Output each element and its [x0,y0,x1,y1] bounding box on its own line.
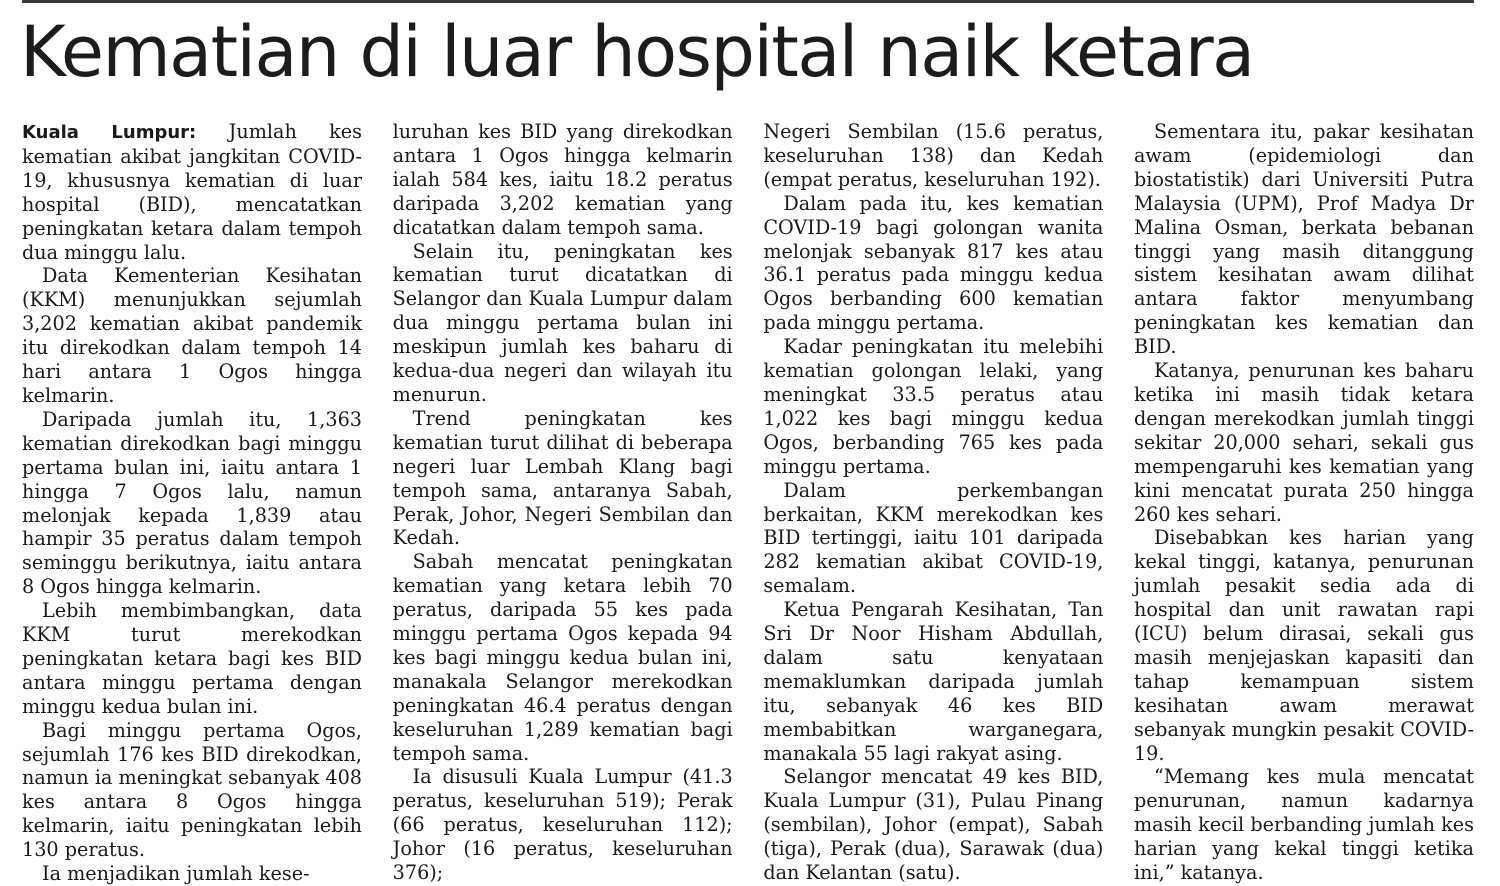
paragraph: Disebabkan kes harian yang kekal tinggi, katanya, penurunan jumlah pesakit sedia ada di hospital dan unit rawatan rapi (ICU) belum dirasai, sekali gus masih menjejaskan kapasiti dan tahap kemampuan sistem kesihatan awam merawat sebanyak mungkin pesakit COVID-19. [1133,526,1474,765]
paragraph: Kadar peningkatan itu melebihi kematian golongan lelaki, yang meningkat 33.5 peratus atau 1,022 kes bagi minggu kedua Ogos, berbanding 765 kes pada minggu pertama. [763,335,1104,478]
paragraph [22,120,362,264]
paragraph: Ketua Pengarah Kesihatan, Tan Sri Dr Noor Hisham Abdullah, dalam satu kenyataan memaklumkan daripada jumlah itu, sebanyak 46 kes BID membabitkan warganegara, manakala 55 lagi rakyat asing. [763,598,1104,765]
paragraph: Daripada jumlah itu, 1,363 kematian direkodkan bagi minggu pertama bulan ini, iaitu antara 1 hingga 7 Ogos lalu, namun melonjak kepada 1,839 atau hampir 35 peratus dalam tempoh seminggu berikutnya, iaitu antara 8 Ogos hingga kelmarin. [22,407,362,599]
paragraph: Selain itu, peningkatan kes kematian turut dicatatkan di Selangor dan Kuala Lumpur dalam dua minggu pertama bulan ini meskipun jumlah kes baharu di kedua-dua negeri dan wilayah itu menurun. [392,239,733,406]
column-4 [1133,120,1474,885]
column-3 [763,120,1104,885]
paragraph: Sabah mencatat peningkatan kematian yang ketara lebih 70 peratus, daripada 55 kes pada minggu pertama Ogos kepada 94 kes bagi minggu kedua bulan ini, manakala Selangor merekodkan peningkatan 46.4 peratus dengan keseluruhan 1,289 kematian bagi tempoh sama. [392,550,733,765]
paragraph: Dalam perkembangan berkaitan, KKM merekodkan kes BID tertinggi, iaitu 101 daripada 282 kematian akibat COVID-19, semalam. [763,478,1104,598]
paragraph: Bagi minggu pertama Ogos, sejumlah 176 kes BID direkodkan, namun ia meningkat sebanyak 408 kes antara 8 Ogos hingga kelmarin, iaitu peningkatan lebih 130 peratus. [22,718,362,862]
paragraph: Sementara itu, pakar kesihatan awam (epidemiologi dan biostatistik) dari Universiti Putra Malaysia (UPM), Prof Madya Dr Malina Osman, berkata bebanan tinggi yang masih ditanggung sistem kesihatan awam dilihat antara faktor menyumbang peningkatan kes kematian dan BID. [1133,120,1474,359]
paragraph: luruhan kes BID yang direkodkan antara 1 Ogos hingga kelmarin ialah 584 kes, iaitu 18.2 peratus daripada 3,202 kematian yang dicatatkan dalam tempoh sama. [392,120,733,239]
column-2 [392,120,733,885]
article-body [22,120,1474,886]
paragraph-text: Jumlah kes kematian akibat jangkitan COVID-19, khususnya kematian di luar hospital (BID), mencatatkan peningkatan ketara dalam tempoh dua minggu lalu. [22,120,363,264]
headline: Kematian di luar hospital naik ketara [20,11,1254,93]
column-1 [22,120,363,886]
paragraph: Trend peningkatan kes kematian turut dilihat di beberapa negeri luar Lembah Klang bagi tempoh sama, antaranya Sabah, Perak, Johor, Negeri Sembilan dan Kedah. [392,406,733,550]
paragraph: “Memang kes mula mencatat penurunan, namun kadarnya masih kecil berbanding jumlah kes harian yang kekal tinggi ketika ini,” katanya. [1133,765,1474,885]
paragraph: Lebih membimbangkan, data KKM turut merekodkan peningkatan ketara bagi kes BID antara minggu pertama dengan minggu kedua bulan ini. [22,599,362,718]
paragraph: Selangor mencatat 49 kes BID, Kuala Lumpur (31), Pulau Pinang (sembilan), Johor (empat), Sabah (tiga), Perak (dua), Sarawak (dua) dan Kelantan (satu). [763,765,1104,885]
paragraph: Ia menjadikan jumlah kese- [42,862,310,886]
paragraph: Dalam pada itu, kes kematian COVID-19 bagi golongan wanita melonjak sebanyak 817 kes atau 36.1 peratus pada minggu kedua Ogos berbanding 600 kematian pada minggu pertama. [763,191,1104,335]
paragraph: Data Kementerian Kesihatan (KKM) menunjukkan sejumlah 3,202 kematian akibat pandemik itu direkodkan dalam tempoh 14 hari antara 1 Ogos hingga kelmarin. [22,264,362,407]
paragraph: Katanya, penurunan kes baharu ketika ini masih tidak ketara dengan merekodkan jumlah tinggi sekitar 20,000 sehari, sekali gus mempengaruhi kes kematian yang kini mencatat purata 250 hingga 260 kes sehari. [1133,359,1474,526]
paragraph: Negeri Sembilan (15.6 peratus, keseluruhan 138) dan Kedah (empat peratus, keseluruhan 192). [763,120,1104,191]
dateline: Kuala Lumpur: [22,122,197,143]
paragraph: Ia disusuli Kuala Lumpur (41.3 peratus, keseluruhan 519); Perak (66 peratus, keseluruhan 112); Johor (16 peratus, keseluruhan 376); [392,765,733,885]
